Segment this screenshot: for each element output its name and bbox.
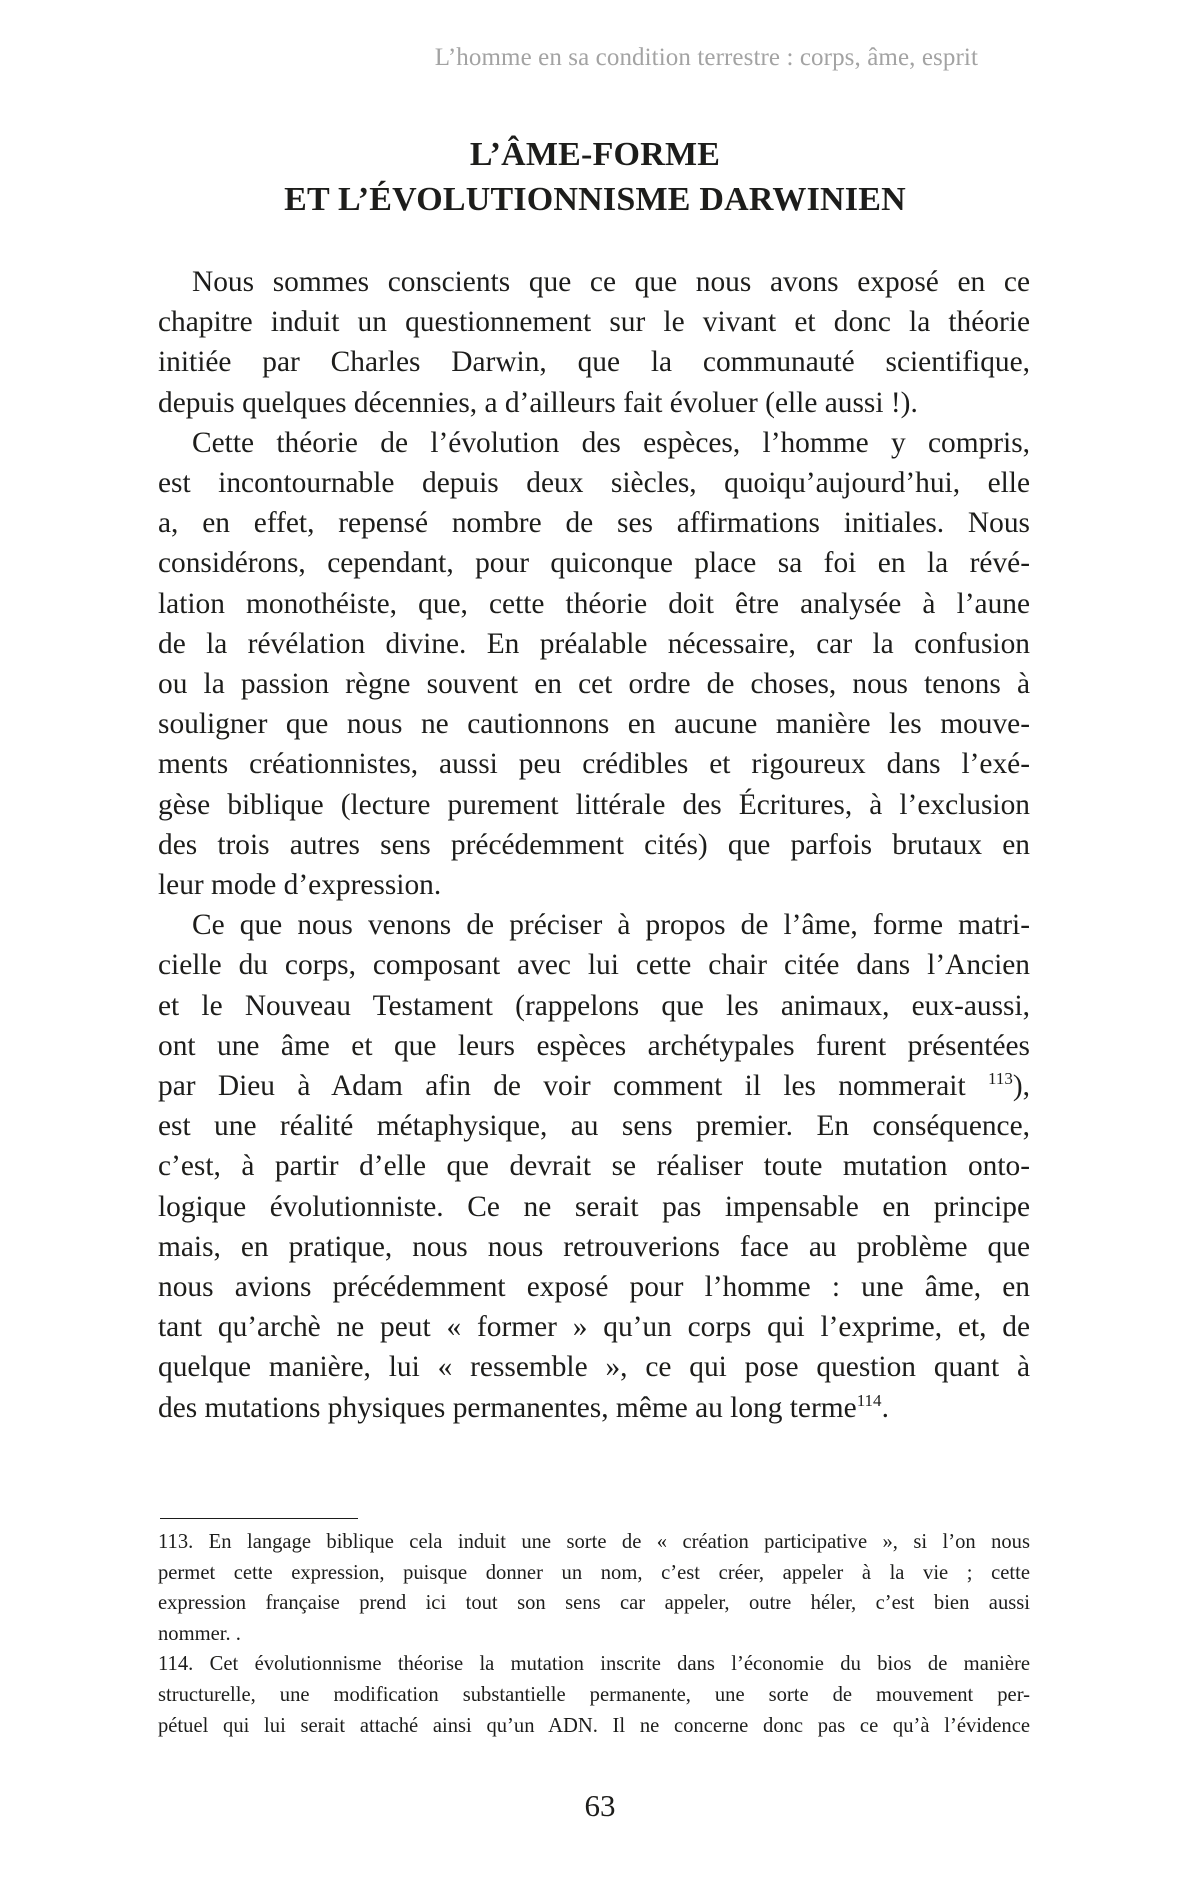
footnote-ref-114[interactable]: 114 <box>856 1390 882 1410</box>
text-line: quelque manière, lui « ressemble », ce qui pose question quant à <box>158 1351 1030 1384</box>
text-segment: ), <box>1012 1070 1030 1103</box>
text-line: c’est, à partir d’elle que devrait se réaliser toute mutation onto- <box>158 1150 1030 1183</box>
paragraph-2 <box>158 423 1030 905</box>
text-segment: par Dieu à Adam afin de voir comment il les nommerait <box>158 1070 966 1103</box>
footnote-114 <box>158 1649 1030 1741</box>
chapter-title <box>160 132 1030 222</box>
text-line: Ce que nous venons de préciser à propos de l’âme, forme matri- <box>192 909 1030 942</box>
text-line: gèse biblique (lecture purement littérale des Écritures, à l’exclusion <box>158 788 1030 821</box>
chapter-title-line-2: ET L’ÉVOLUTIONNISME DARWINIEN <box>284 181 906 218</box>
text-line: ou la passion règne souvent en cet ordre de choses, nous tenons à <box>158 668 1030 701</box>
text-segment: . <box>881 1391 889 1424</box>
text-line: considérons, cependant, pour quiconque place sa foi en la révé- <box>158 547 1030 580</box>
text-line: cielle du corps, composant avec lui cette chair citée dans l’Ancien <box>158 949 1030 982</box>
footnote-ref-113[interactable]: 113 <box>987 1069 1013 1089</box>
text-line: logique évolutionniste. Ce ne serait pas impensable en principe <box>158 1190 1030 1223</box>
text-line: ments créationnistes, aussi peu crédibles et rigoureux dans l’exé- <box>158 748 1030 781</box>
text-line: est une réalité métaphysique, au sens premier. En conséquence, <box>158 1110 1030 1143</box>
body-text <box>158 262 1030 1428</box>
footnote-line: expression française prend ici tout son sens car appeler, outre héler, c’est bien aussi <box>158 1592 1030 1615</box>
running-head: L’homme en sa condition terrestre : corps, âme, esprit <box>434 44 978 71</box>
footnote-line: nommer. . <box>158 1622 241 1645</box>
text-line-with-note <box>158 1066 1030 1106</box>
text-segment: des mutations physiques permanentes, même au long terme <box>158 1391 857 1424</box>
footnote-line: pétuel qui lui serait attaché ainsi qu’un ADN. Il ne concerne donc pas ce qu’à l’évidence <box>158 1714 1030 1737</box>
footnote-line: permet cette expression, puisque donner un nom, c’est créer, appeler à la vie ; cette <box>158 1561 1030 1584</box>
text-line: tant qu’archè ne peut « former » qu’un corps qui l’exprime, et, de <box>158 1311 1030 1344</box>
text-line: Cette théorie de l’évolution des espèces, l’homme y compris, <box>192 426 1030 459</box>
footnotes <box>158 1527 1030 1741</box>
footnote-line: structurelle, une modification substantielle permanente, une sorte de mouvement per- <box>158 1683 1030 1706</box>
text-line: des trois autres sens précédemment cités) que parfois brutaux en <box>158 828 1030 861</box>
text-line: leur mode d’expression. <box>158 869 442 902</box>
page-number: 63 <box>584 1788 616 1823</box>
text-line: lation monothéiste, que, cette théorie doit être analysée à l’aune <box>158 587 1030 620</box>
text-line: et le Nouveau Testament (rappelons que les animaux, eux-aussi, <box>158 989 1030 1022</box>
text-line: nous avions précédemment exposé pour l’homme : une âme, en <box>158 1271 1030 1304</box>
footnote-113 <box>158 1527 1030 1649</box>
footnote-line: 114. Cet évolutionnisme théorise la mutation inscrite dans l’économie du bios de manière <box>158 1653 1030 1676</box>
text-line: est incontournable depuis deux siècles, quoiqu’aujourd’hui, elle <box>158 467 1030 500</box>
text-line: Nous sommes conscients que ce que nous avons exposé en ce <box>192 266 1030 298</box>
paragraph-3 <box>158 905 1030 1428</box>
paragraph-1 <box>158 262 1030 423</box>
text-line: depuis quelques décennies, a d’ailleurs fait évoluer (elle aussi !). <box>158 386 918 419</box>
footnote-line: 113. En langage biblique cela induit une sorte de « création participative », si l’on nous <box>158 1531 1030 1553</box>
chapter-title-line-1: L’ÂME-FORME <box>469 136 721 173</box>
text-line: souligner que nous ne cautionnons en aucune manière les mouve- <box>158 708 1030 741</box>
text-line: initiée par Charles Darwin, que la communauté scientifique, <box>158 346 1030 379</box>
footnote-separator <box>160 1518 358 1519</box>
text-line: de la révélation divine. En préalable nécessaire, car la confusion <box>158 627 1030 660</box>
text-line: mais, en pratique, nous nous retrouverions face au problème que <box>158 1230 1030 1263</box>
text-line: ont une âme et que leurs espèces archétypales furent présentées <box>158 1029 1030 1062</box>
text-line: chapitre induit un questionnement sur le vivant et donc la théorie <box>158 306 1030 339</box>
text-line: a, en effet, repensé nombre de ses affirmations initiales. Nous <box>158 507 1030 540</box>
text-line-with-note <box>158 1388 1030 1428</box>
